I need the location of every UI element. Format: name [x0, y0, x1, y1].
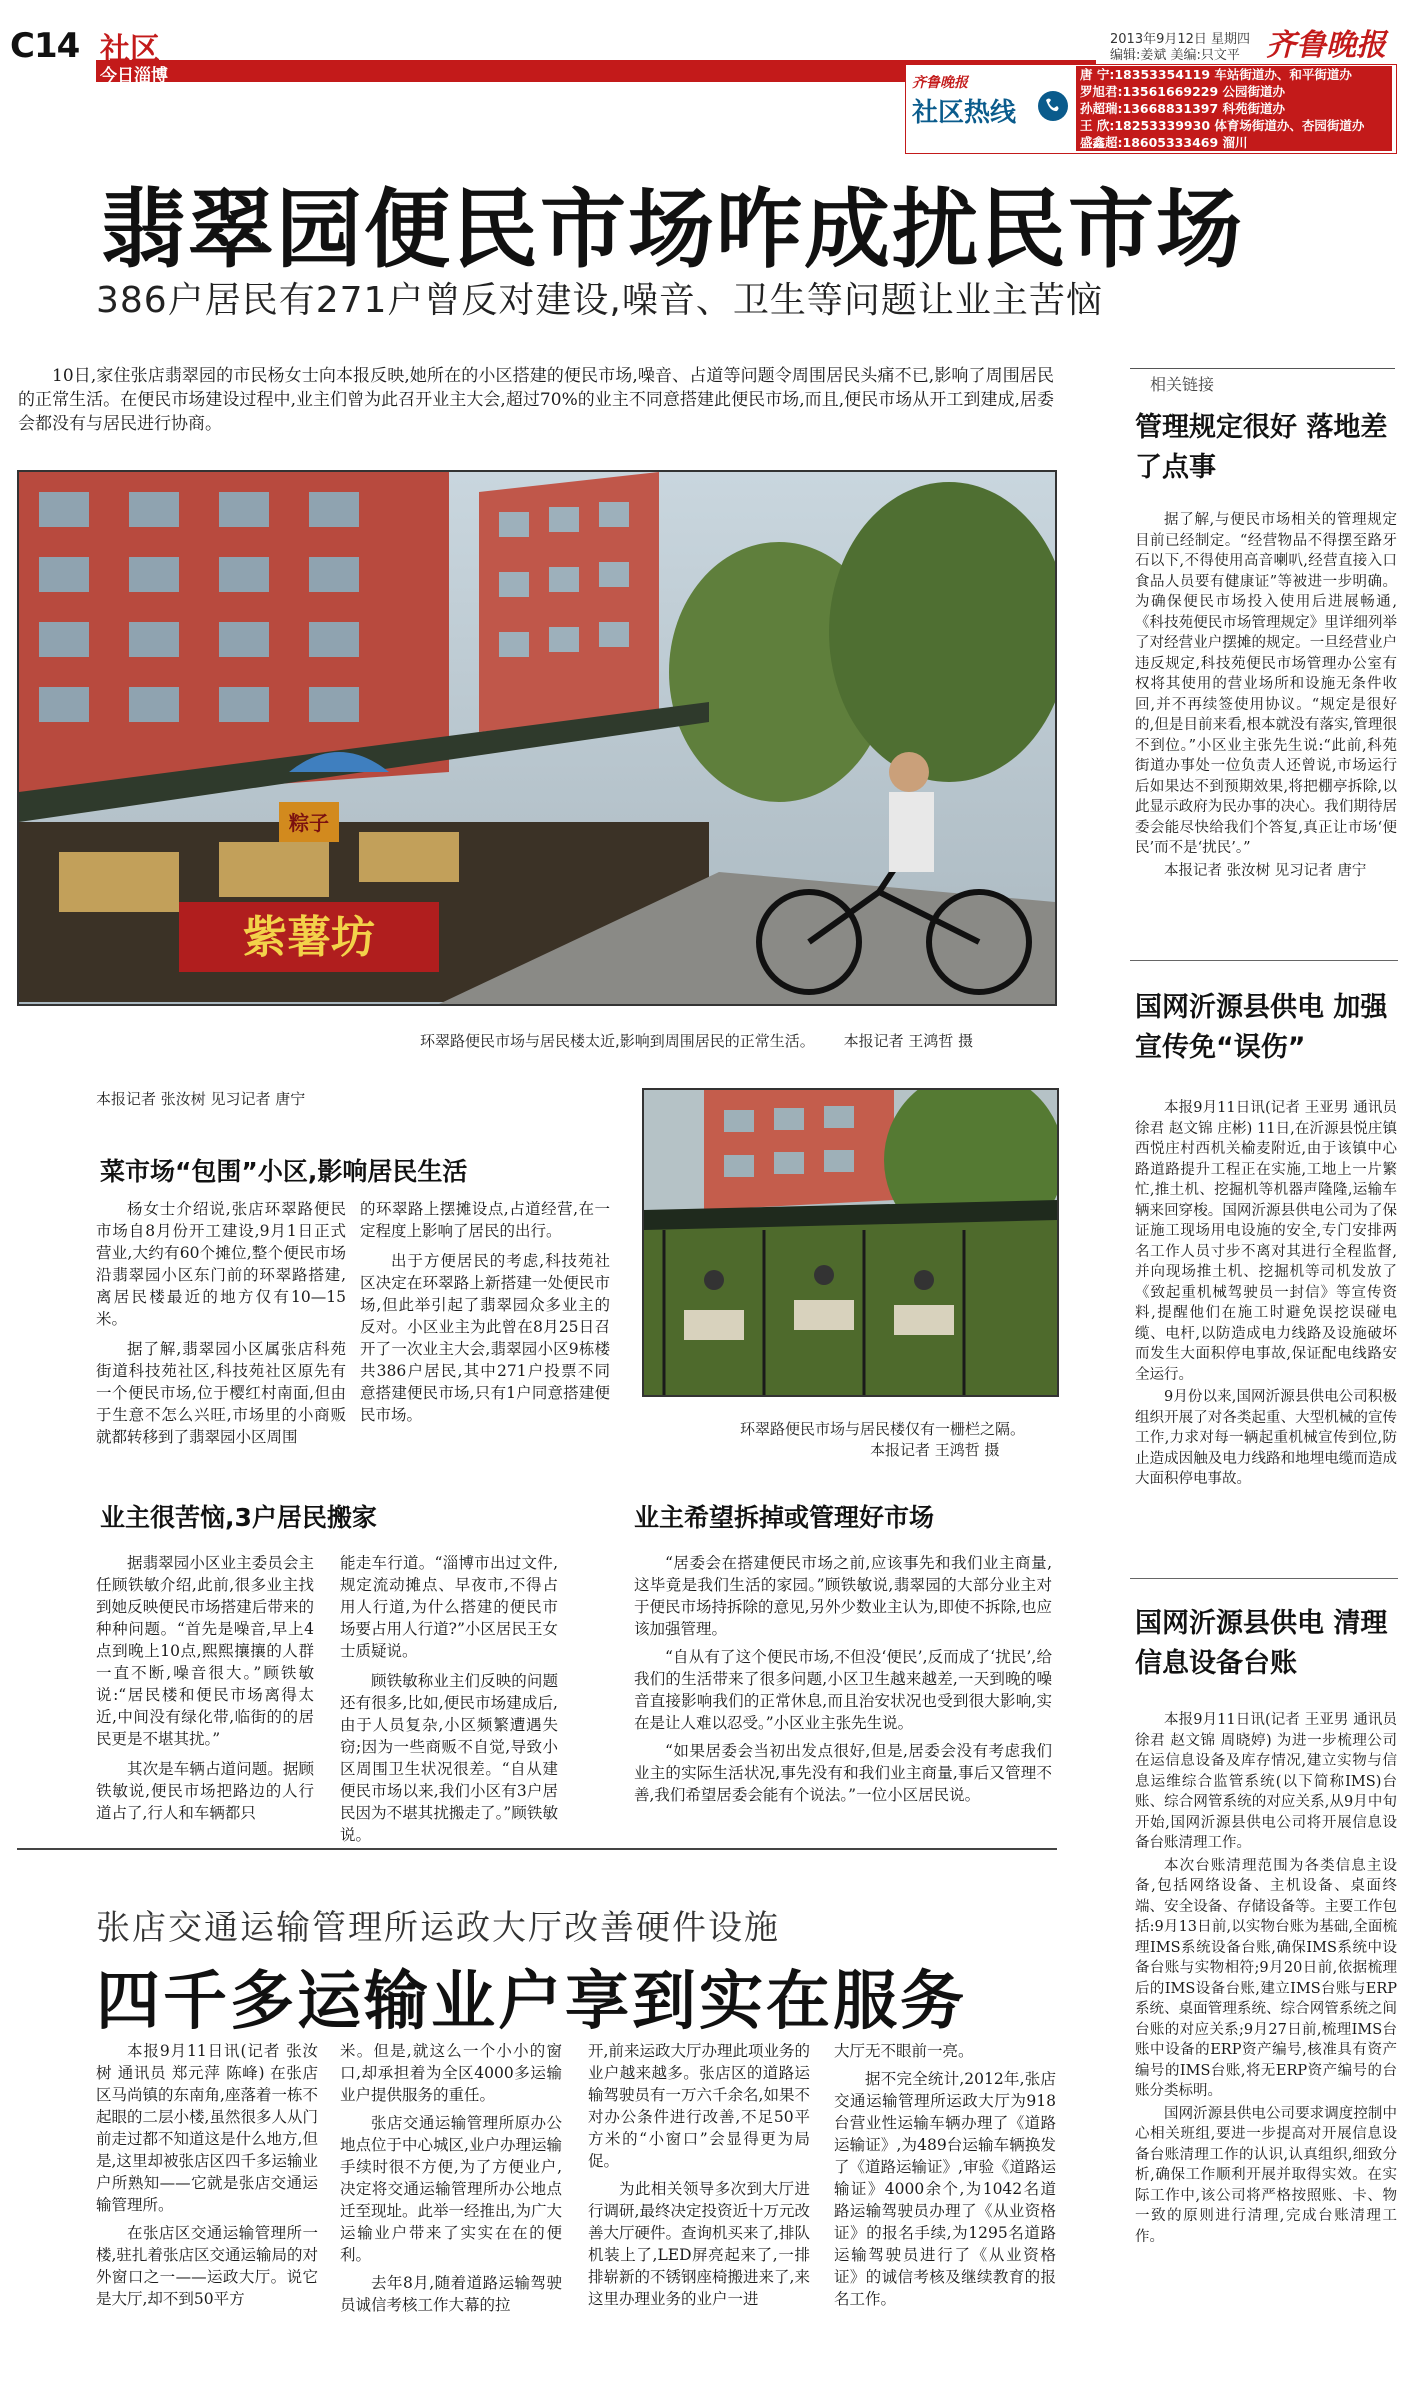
paragraph: 能走车行道。“淄博市出过文件,规定流动摊点、早夜市,不得占用人行道,为什么搭建的便民市场要占用人行道?”小区居民王女士质疑说。 [340, 1554, 558, 1660]
hotline-row: 罗旭君:13561669229 公园街道办 [1080, 84, 1286, 99]
hotline-row: 唐 宁:18353354119 车站街道办、和平街道办 [1080, 67, 1352, 82]
hotline-row: 盛鑫超:18605333469 溜川 [1080, 135, 1248, 150]
paragraph: 开,前来运政大厅办理此项业务的业户越来越多。张店区的道路运输驾驶员有一万六千余名,如果不对办公条件进行改善,不足50平方米的“小窗口”会显得更为局促。 [588, 2042, 810, 2170]
right-article1-title: 管理规定很好 落地差了点事 [1135, 412, 1388, 483]
paragraph: 据了解,与便民市场相关的管理规定目前已经制定。“经营物品不得摆至路牙石以下,不得使用高音喇叭,经营直接入口食品人员要有健康证”等被进一步明确。为确保便民市场投入使用后进展畅通,《科技苑便民市场管理规定》里详细列举了对经营业户摆摊的规定。一旦经营业户违反规定,科技苑便民市场管理办公室有权将其使用的营业场所和设施无条件收回,并不再续签使用协议。“规定是很好的,但是目前来看,根本就没有落实,管理很不到位。”小区业主张先生说:“此前,科苑街道办事处一位负责人还曾说,市场运行后如果达不到预期效果,将把棚亭拆除,以此显示政府为民办事的决心。我们期待居委会能尽快给我们个答复,真正让市场‘便民’而不是‘扰民’。” [1135, 512, 1397, 856]
paragraph: 在张店区交通运输管理所一楼,驻扎着张店区交通运输局的对外窗口之一——运政大厅。说它是大厅,却不到50平方 [96, 2224, 318, 2308]
right-article1-byline: 本报记者 张汝树 见习记者 唐宁 [1164, 862, 1367, 879]
article-column-4 [340, 1552, 558, 1846]
paragraph: 据不完全统计,2012年,张店交通运输管理所运政大厅为918台营业性运输车辆办理了《道路运输证》,为489台运输车辆换发了《道路运输证》,审验《道路运输证》4000余个,为1042名道路运输驾驶员办理了《从业资格证》的报名手续,为1295名道路运输驾驶员进行了《从业资格证》的诚信考核及继续教育的报名工作。 [834, 2070, 1056, 2308]
section-divider [17, 1848, 1057, 1850]
related-rule [1130, 368, 1395, 369]
market-photo-illustration [19, 472, 1055, 1004]
paragraph: 的环翠路上摆摊设点,占道经营,在一定程度上影响了居民的出行。 [360, 1200, 610, 1240]
article2-column-4 [834, 2040, 1056, 2310]
paragraph: 国网沂源县供电公司要求调度控制中心相关班组,要进一步提高对开展信息设备台账清理工作的认识,认真组织,细致分析,确保工作顺利开展并取得实效。在实际工作中,该公司将严格按照账、卡、物一致的原则进行清理,完成台账清理工作。 [1135, 2105, 1397, 2245]
paragraph: 张店交通运输管理所原办公地点位于中心城区,业户办理运输手续时很不方便,为了方便业户,决定将交通运输管理所办公地点迁至现址。此举一经推出,为广大运输业户带来了实实在在的便利。 [340, 2114, 562, 2264]
phone-icon [1035, 88, 1071, 124]
subhead-market: 菜市场“包围”小区,影响居民生活 [100, 1157, 468, 1186]
photo2-caption [740, 1418, 1060, 1460]
paragraph: 顾铁敏称业主们反映的问题还有很多,比如,便民市场建成后,由于人员复杂,小区频繁遭遇失窃;因为一些商贩不自觉,导致小区周围卫生状况很差。“自从建便民市场以来,我们小区有3户居民因为不堪其扰搬走了。”顾铁敏说。 [340, 1672, 558, 1844]
paragraph: 本报9月11日讯(记者 王亚男 通讯员 徐君 赵文锦 庄彬) 11日,在沂源县悦庄镇西悦庄村西机关榆麦附近,由于该镇中心路道路提升工程正在实施,工地上一片繁忙,推土机、挖掘机等机器声隆隆,运输车辆来回穿梭。国网沂源县供电公司为了保证施工现场用电设施的安全,专门安排两名工作人员寸步不离对其进行全程监督,并向现场推土机、挖掘机等司机发放了《致起重机械驾驶员一封信》等宣传资料,提醒他们在施工时避免误挖误碰电缆、电杆,以防造成电力线路及设施破坏而发生大面积停电事故,保证配电线路安全运行。 [1135, 1100, 1397, 1383]
subhead-residents-move: 业主很苦恼,3户居民搬家 [100, 1503, 377, 1532]
subhead-demolish-or-manage: 业主希望拆掉或管理好市场 [634, 1503, 935, 1532]
paragraph: 9月份以来,国网沂源县供电公司积极组织开展了对各类起重、大型机械的宣传工作,力求对每一辆起重机械宣传到位,防止造成因触及电力线路和地埋电缆而造成大面积停电事故。 [1135, 1389, 1397, 1487]
right-divider [1130, 960, 1398, 961]
photo1-caption-text: 环翠路便民市场与居民楼太近,影响到周围居民的正常生活。 [420, 1032, 815, 1050]
photo1-credit: 本报记者 王鸿哲 摄 [843, 1032, 974, 1050]
article-column-1 [96, 1198, 346, 1448]
paragraph: “如果居委会当初出发点很好,但是,居委会没有考虑我们业主的实际生活状况,事先没有和我们业主商量,事后又管理不善,我们希望居委会能有个说法。”一位小区居民说。 [634, 1742, 1052, 1804]
sign-zongzi: 粽子 [289, 811, 329, 835]
paragraph: “自从有了这个便民市场,不但没‘便民’,反而成了‘扰民’,给我们的生活带来了很多问题,小区卫生越来越差,一天到晚的噪音直接影响我们的正常休息,而且治安状况也受到很大影响,实在是让人难以忍受。”小区业主张先生说。 [634, 1648, 1052, 1732]
article2-headline: 四千多运输业户享到实在服务 [96, 1965, 967, 2039]
paragraph: 据翡翠园小区业主委员会主任顾铁敏介绍,此前,很多业主找到她反映便民市场搭建后带来的种种问题。“首先是噪音,早上4点到晚上10点,熙熙攘攘的人群一直不断,噪音很大。”顾铁敏说:“居民楼和便民市场离得太近,中间没有绿化带,临街的的居民更是不堪其扰。” [96, 1554, 314, 1748]
paragraph: 去年8月,随着道路运输驾驶员诚信考核工作大幕的拉 [340, 2274, 562, 2314]
right-article2-body [1135, 1098, 1397, 1490]
fence-photo [642, 1088, 1059, 1397]
right-divider [1130, 1578, 1398, 1579]
right-article3-title: 国网沂源县供电 清理信息设备台账 [1135, 1608, 1388, 1679]
sign-zishufang: 紫薯坊 [243, 912, 375, 963]
hotline-logo: 齐鲁晚报 [912, 75, 968, 91]
paragraph: 米。但是,就这么一个小小的窗口,却承担着为全区4000多运输业户提供服务的重任。 [340, 2042, 562, 2104]
photo1-caption [420, 1030, 973, 1051]
section-name: 社区 [100, 32, 160, 67]
paragraph: 杨女士介绍说,张店环翠路便民市场自8月份开工建设,9月1日正式营业,大约有60个摊位,整个便民市场沿翡翠园小区东门前的环翠路搭建,离居民楼最近的地方仅有10—15米。 [96, 1200, 346, 1328]
right-article1-body [1135, 510, 1397, 881]
paragraph: 本报9月11日讯(记者 王亚男 通讯员 徐君 赵文锦 周晓婷) 为进一步梳理公司在运信息设备及库存情况,建立实物与信息运维综合监管系统(以下简称IMS)台账、综合网管系统的对应关系,从9月中旬开始,国网沂源县供电公司将开展信息设备台账清理工作。 [1135, 1712, 1397, 1851]
hotline-row: 王 欣:18253339930 体育场街道办、杏园街道办 [1080, 118, 1365, 133]
paragraph: 为此相关领导多次到大厅进行调研,最终决定投资近十万元改善大厅硬件。查询机买来了,排队机装上了,LED屏亮起来了,一排排崭新的不锈钢座椅搬进来了,来这里办理业务的业户一进 [588, 2180, 810, 2308]
paragraph: 本次台账清理范围为各类信息主设备,包括网络设备、主机设备、桌面终端、安全设备、存储设备等。主要工作包括:9月13日前,以实物台账为基础,全面梳理IMS系统设备台账,确保IMS系统中设备台账与实物相符;9月20日前,依据梳理后的IMS设备台账,建立IMS台账与ERP系统、桌面管理系统、综合网管系统之间台账的对应关系;9月27日前,梳理IMS台账中设备的ERP资产编号,核准具有资产编号的IMS台账,将无ERP资产编号的台账分类标明。 [1135, 1857, 1397, 2099]
paragraph: 出于方便居民的考虑,科技苑社区决定在环翠路上新搭建一处便民市场,但此举引起了翡翠园众多业主的反对。小区业主为此曾在8月25日召开了一次业主大会,翡翠园小区9栋楼共386户居民,其中271户投票不同意搭建便民市场,只有1户同意搭建便民市场。 [360, 1252, 610, 1424]
hotline-row: 孙超瑞:13668831397 科苑街道办 [1080, 101, 1286, 116]
main-subheadline: 386户居民有271户曾反对建设,噪音、卫生等问题让业主苦恼 [96, 280, 1103, 321]
paragraph: “居委会在搭建便民市场之前,应该事先和我们业主商量,这毕竟是我们生活的家园。”顾铁敏说,翡翠园的大部分业主对于便民市场持拆除的意见,另外少数业主认为,即使不拆除,也应该加强管理。 [634, 1554, 1052, 1638]
article-column-3 [96, 1552, 314, 1824]
right-article3-body [1135, 1710, 1397, 2247]
section-subtitle: 今日淄博 [100, 66, 168, 86]
lead-paragraph: 10日,家住张店翡翠园的市民杨女士向本报反映,她所在的小区搭建的便民市场,噪音、占道等问题令周围居民头痛不已,影响了周围居民的正常生活。在便民市场建设过程中,业主们曾为此召开业主大会,超过70%的业主不同意搭建此便民市场,而且,便民市场从开工到建成,居委会都没有与居民进行协商。 [18, 366, 1054, 434]
page-number: C14 [10, 26, 80, 66]
related-link-label: 相关链接 [1144, 372, 1220, 395]
photo2-caption-text: 环翠路便民市场与居民楼仅有一栅栏之隔。 [740, 1420, 1026, 1438]
paragraph: 本报9月11日讯(记者 张汝树 通讯员 郑元萍 陈峰) 在张店区马尚镇的东南角,座落着一栋不起眼的二层小楼,虽然很多人从门前走过都不知道这是什么地方,但是,这里却被张店区四千多运输业户所熟知——它就是张店交通运输管理所。 [96, 2042, 318, 2214]
paragraph: 其次是车辆占道问题。据顾铁敏说,便民市场把路边的人行道占了,行人和车辆都只 [96, 1760, 314, 1822]
paragraph: 大厅无不眼前一亮。 [834, 2042, 974, 2060]
article-column-5 [634, 1552, 1052, 1806]
article-byline: 本报记者 张汝树 见习记者 唐宁 [96, 1090, 306, 1108]
hotline-title: 社区热线 [912, 98, 1017, 128]
fence-photo-illustration [644, 1090, 1057, 1395]
article2-column-1 [96, 2040, 318, 2310]
article-column-2 [360, 1198, 610, 1426]
hotline-list [1076, 66, 1392, 151]
newspaper-logo: 齐鲁晚报 [1266, 28, 1386, 63]
editor-credits: 编辑:姜斌 美编:只文平 [1110, 48, 1240, 63]
article2-column-3 [588, 2040, 810, 2310]
article2-kicker: 张店交通运输管理所运政大厅改善硬件设施 [96, 1908, 780, 1948]
main-headline: 翡翠园便民市场咋成扰民市场 [100, 180, 1244, 280]
paragraph: 据了解,翡翠园小区属张店科苑街道科技苑社区,科技苑社区原先有一个便民市场,位于樱红村南面,但由于生意不怎么兴旺,市场里的小商贩就都转移到了翡翠园小区周围 [96, 1340, 346, 1446]
right-article2-title: 国网沂源县供电 加强宣传免“误伤” [1135, 992, 1388, 1063]
market-photo [17, 470, 1057, 1006]
photo2-credit: 本报记者 王鸿哲 摄 [870, 1441, 1000, 1459]
article2-column-2 [340, 2040, 562, 2316]
issue-date: 2013年9月12日 星期四 [1110, 32, 1251, 47]
